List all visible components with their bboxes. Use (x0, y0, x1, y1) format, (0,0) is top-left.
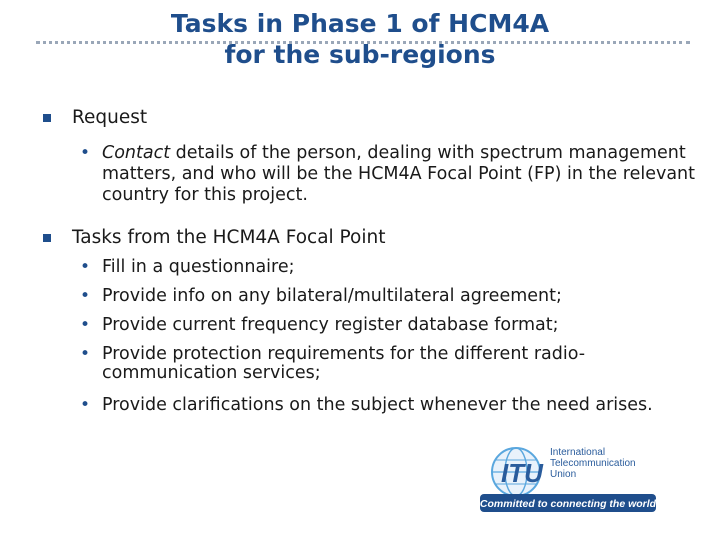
sub-bullet-agreement (80, 286, 702, 307)
square-bullet-icon (43, 114, 51, 122)
dot-bullet-icon: • (80, 286, 91, 306)
title-line-1: Tasks in Phase 1 of HCM4A (170, 9, 550, 38)
dot-bullet-icon: • (80, 395, 91, 415)
dot-bullet-icon: • (80, 257, 91, 277)
contact-emphasis: Contact (102, 143, 171, 163)
dot-bullet-icon: • (80, 315, 91, 335)
task-text: Provide current frequency register database format; (102, 315, 559, 335)
sub-bullet-questionnaire (80, 257, 702, 278)
title-divider (36, 41, 690, 44)
task-text: Fill in a questionnaire; (102, 257, 295, 277)
title-line-2: for the sub-regions (224, 40, 496, 69)
dot-bullet-icon: • (80, 143, 91, 163)
bullet-tasks (72, 227, 385, 249)
sub-bullet-contact (80, 143, 702, 206)
logo-acronym: ITU (501, 458, 543, 488)
logo-name-line-1: International (550, 447, 606, 458)
dot-bullet-icon: • (80, 344, 91, 364)
task-text: Provide clarifications on the subject whenever the need arises. (102, 395, 653, 415)
slide-title (0, 8, 720, 70)
logo-name-line-3: Union (550, 469, 577, 480)
logo-name-line-2: Telecommunication (550, 458, 636, 469)
bullet-request-label: Request (72, 107, 148, 128)
sub-bullet-register-format (80, 315, 702, 336)
contact-text: details of the person, dealing with spectrum management matters, and who will be the HCM4A Focal Point (FP) in the relevant country for this project. (102, 143, 695, 205)
task-text: Provide info on any bilateral/multilateral agreement; (102, 286, 562, 306)
itu-logo (476, 442, 656, 514)
task-text: Provide protection requirements for the different radio-communication services; (102, 344, 586, 383)
sub-bullet-clarifications (80, 395, 692, 415)
bullet-tasks-label: Tasks from the HCM4A Focal Point (72, 227, 386, 248)
square-bullet-icon (43, 234, 51, 242)
logo-tagline: Committed to connecting the world (479, 498, 656, 510)
bullet-request (72, 107, 147, 129)
sub-bullet-protection (80, 344, 692, 383)
